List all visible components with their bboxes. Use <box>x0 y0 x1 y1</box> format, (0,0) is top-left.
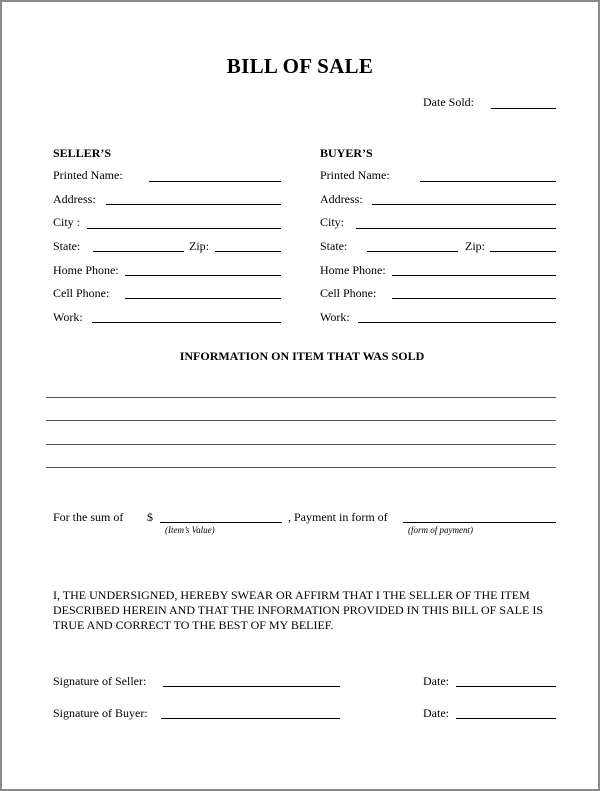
buyer-work-field[interactable] <box>358 322 556 323</box>
seller-cell-phone-field[interactable] <box>125 298 281 299</box>
buyer-printed-name-label: Printed Name: <box>320 168 390 182</box>
item-description-line-3[interactable] <box>46 444 556 445</box>
payment-form-caption: (form of payment) <box>408 525 473 535</box>
seller-work-field[interactable] <box>92 322 281 323</box>
buyer-home-phone-label: Home Phone: <box>320 263 386 277</box>
seller-state-label: State: <box>53 239 81 253</box>
buyer-zip-field[interactable] <box>490 251 556 252</box>
seller-date-field[interactable] <box>456 686 556 687</box>
item-description-line-4[interactable] <box>46 467 556 468</box>
buyer-signature-field[interactable] <box>161 718 340 719</box>
date-sold-label: Date Sold: <box>423 95 474 109</box>
buyer-cell-phone-label: Cell Phone: <box>320 286 377 300</box>
buyer-home-phone-field[interactable] <box>392 275 556 276</box>
date-sold-field[interactable] <box>491 108 556 109</box>
buyer-printed-name-field[interactable] <box>420 181 556 182</box>
seller-zip-field[interactable] <box>215 251 281 252</box>
sum-label: For the sum of <box>53 510 124 524</box>
seller-date-label: Date: <box>423 674 449 688</box>
seller-state-field[interactable] <box>93 251 184 252</box>
buyer-date-label: Date: <box>423 706 449 720</box>
document-title: BILL OF SALE <box>226 54 374 78</box>
seller-printed-name-label: Printed Name: <box>53 168 123 182</box>
seller-heading: SELLER’S <box>53 146 112 160</box>
buyer-state-field[interactable] <box>367 251 458 252</box>
seller-printed-name-field[interactable] <box>149 181 281 182</box>
payment-form-field[interactable] <box>403 522 556 523</box>
seller-city-field[interactable] <box>87 228 281 229</box>
seller-address-label: Address: <box>53 192 96 206</box>
seller-work-label: Work: <box>53 310 83 324</box>
item-value-caption: (Item’s Value) <box>165 525 215 535</box>
payment-form-label: , Payment in form of <box>288 510 388 524</box>
buyer-state-label: State: <box>320 239 348 253</box>
buyer-address-label: Address: <box>320 192 363 206</box>
buyer-heading: BUYER’S <box>320 146 373 160</box>
buyer-work-label: Work: <box>320 310 350 324</box>
buyer-signature-label: Signature of Buyer: <box>53 706 148 720</box>
affirmation-text: I, THE UNDERSIGNED, HEREBY SWEAR OR AFFIRM THAT I THE SELLER OF THE ITEM DESCRIBED HEREIN AND THAT THE INFORMATION PROVIDED IN THIS BILL OF SALE IS TRUE AND CORRECT TO THE BEST OF MY BELIEF. <box>53 588 544 632</box>
seller-home-phone-label: Home Phone: <box>53 263 119 277</box>
seller-signature-label: Signature of Seller: <box>53 674 147 688</box>
buyer-address-field[interactable] <box>372 204 556 205</box>
buyer-city-label: City: <box>320 215 345 229</box>
seller-zip-label: Zip: <box>189 239 209 253</box>
seller-signature-field[interactable] <box>163 686 340 687</box>
buyer-cell-phone-field[interactable] <box>392 298 556 299</box>
currency-symbol: $ <box>147 510 153 524</box>
item-section-heading: INFORMATION ON ITEM THAT WAS SOLD <box>179 349 425 363</box>
seller-cell-phone-label: Cell Phone: <box>53 286 110 300</box>
seller-address-field[interactable] <box>106 204 281 205</box>
seller-home-phone-field[interactable] <box>125 275 281 276</box>
buyer-zip-label: Zip: <box>465 239 485 253</box>
item-description-line-1[interactable] <box>46 397 556 398</box>
item-description-line-2[interactable] <box>46 420 556 421</box>
buyer-city-field[interactable] <box>356 228 556 229</box>
buyer-date-field[interactable] <box>456 718 556 719</box>
seller-city-label: City : <box>53 215 81 229</box>
item-value-field[interactable] <box>160 522 282 523</box>
